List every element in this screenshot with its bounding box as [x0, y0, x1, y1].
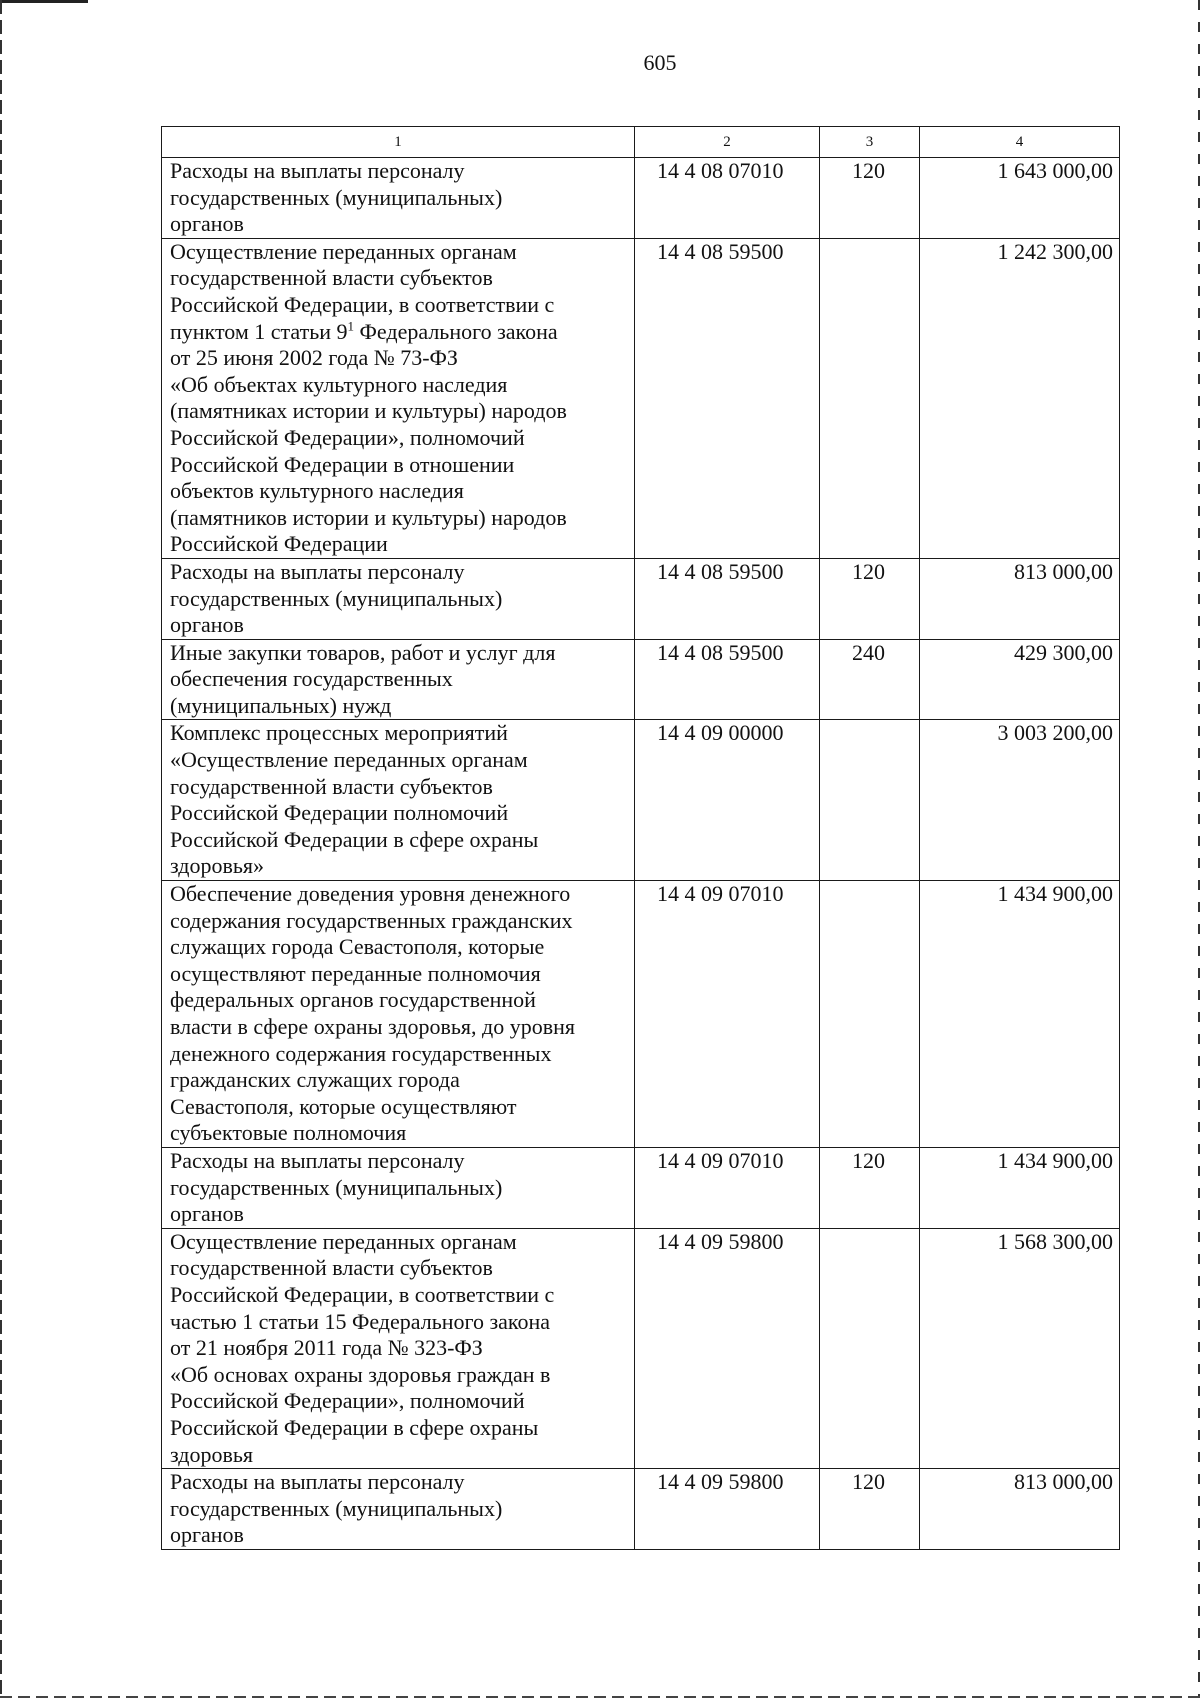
row-description: Расходы на выплаты персоналу государственных (муниципальных) органов: [162, 1469, 635, 1550]
row-sum: 1 434 900,00: [920, 881, 1120, 1148]
table-row: [162, 1228, 1120, 1468]
scan-edge-left: [0, 0, 2, 1698]
row-description: Обеспечение доведения уровня денежного содержания государственных гражданских служащих города Севастополя, которые осуществляют переданные полномочия федеральных органов государственной власти в сфере охраны здоровья, до уровня денежного содержания государственных гражданских служащих города Севастополя, которые осуществляют субъектовые полномочия: [162, 881, 635, 1148]
row-code: 14 4 08 07010: [635, 158, 820, 239]
row-description: Иные закупки товаров, работ и услуг для обеспечения государственных (муниципальных) нужд: [162, 639, 635, 720]
row-description: Расходы на выплаты персоналу государственных (муниципальных) органов: [162, 1147, 635, 1228]
page-number: 605: [643, 50, 677, 75]
row-description-part: Осуществление переданных органам государственной власти субъектов Российской Федерации, в соответствии с пунктом 1 статьи 9: [170, 238, 555, 344]
budget-table: [161, 126, 1120, 1550]
row-sum: 1 434 900,00: [920, 1147, 1120, 1228]
row-sum: 3 003 200,00: [920, 720, 1120, 881]
row-description: [162, 238, 635, 558]
scan-edge-top: [0, 0, 88, 3]
row-expense-type: 120: [820, 558, 920, 639]
row-description: Расходы на выплаты персоналу государственных (муниципальных) органов: [162, 558, 635, 639]
row-code: 14 4 09 00000: [635, 720, 820, 881]
row-sum: 813 000,00: [920, 1469, 1120, 1550]
table-row: [162, 720, 1120, 881]
row-expense-type: 240: [820, 639, 920, 720]
row-expense-type: [820, 881, 920, 1148]
row-code: 14 4 09 07010: [635, 881, 820, 1148]
row-code: 14 4 08 59500: [635, 558, 820, 639]
row-sum: 1 242 300,00: [920, 238, 1120, 558]
column-header: 1: [162, 127, 635, 158]
table-row: [162, 238, 1120, 558]
table-header-row: [162, 127, 1120, 158]
column-header: 4: [920, 127, 1120, 158]
row-expense-type: 120: [820, 1147, 920, 1228]
row-expense-type: 120: [820, 1469, 920, 1550]
row-expense-type: 120: [820, 158, 920, 239]
row-sum: 429 300,00: [920, 639, 1120, 720]
table-row: [162, 558, 1120, 639]
table-row: [162, 1469, 1120, 1550]
row-description: Осуществление переданных органам государственной власти субъектов Российской Федерации, в соответствии с частью 1 статьи 15 Федерального закона от 21 ноября 2011 года № 323-ФЗ «Об основах охраны здоровья граждан в Российской Федерации», полномочий Российской Федерации в сфере охраны здоровья: [162, 1228, 635, 1468]
superscript-index: 1: [347, 318, 355, 334]
column-header: 2: [635, 127, 820, 158]
row-code: 14 4 09 07010: [635, 1147, 820, 1228]
row-description: Расходы на выплаты персоналу государственных (муниципальных) органов: [162, 158, 635, 239]
row-sum: 1 643 000,00: [920, 158, 1120, 239]
row-description: Комплекс процессных мероприятий «Осуществление переданных органам государственной власти субъектов Российской Федерации полномочий Российской Федерации в сфере охраны здоровья»: [162, 720, 635, 881]
row-expense-type: [820, 238, 920, 558]
table-row: [162, 158, 1120, 239]
row-code: 14 4 09 59800: [635, 1228, 820, 1468]
row-code: 14 4 09 59800: [635, 1469, 820, 1550]
table-row: [162, 639, 1120, 720]
column-header: 3: [820, 127, 920, 158]
table-row: [162, 1147, 1120, 1228]
row-description-part: Федерального закона от 25 июня 2002 года № 73-ФЗ «Об объектах культурного наследия (памятниках истории и культуры) народов Российской Федерации», полномочий Российской Федерации в отношении объектов культурного наследия (памятников истории и культуры) народов Российской Федерации: [170, 318, 567, 557]
row-code: 14 4 08 59500: [635, 639, 820, 720]
row-expense-type: [820, 1228, 920, 1468]
row-code: 14 4 08 59500: [635, 238, 820, 558]
row-expense-type: [820, 720, 920, 881]
row-sum: 813 000,00: [920, 558, 1120, 639]
table-row: [162, 881, 1120, 1148]
row-sum: 1 568 300,00: [920, 1228, 1120, 1468]
